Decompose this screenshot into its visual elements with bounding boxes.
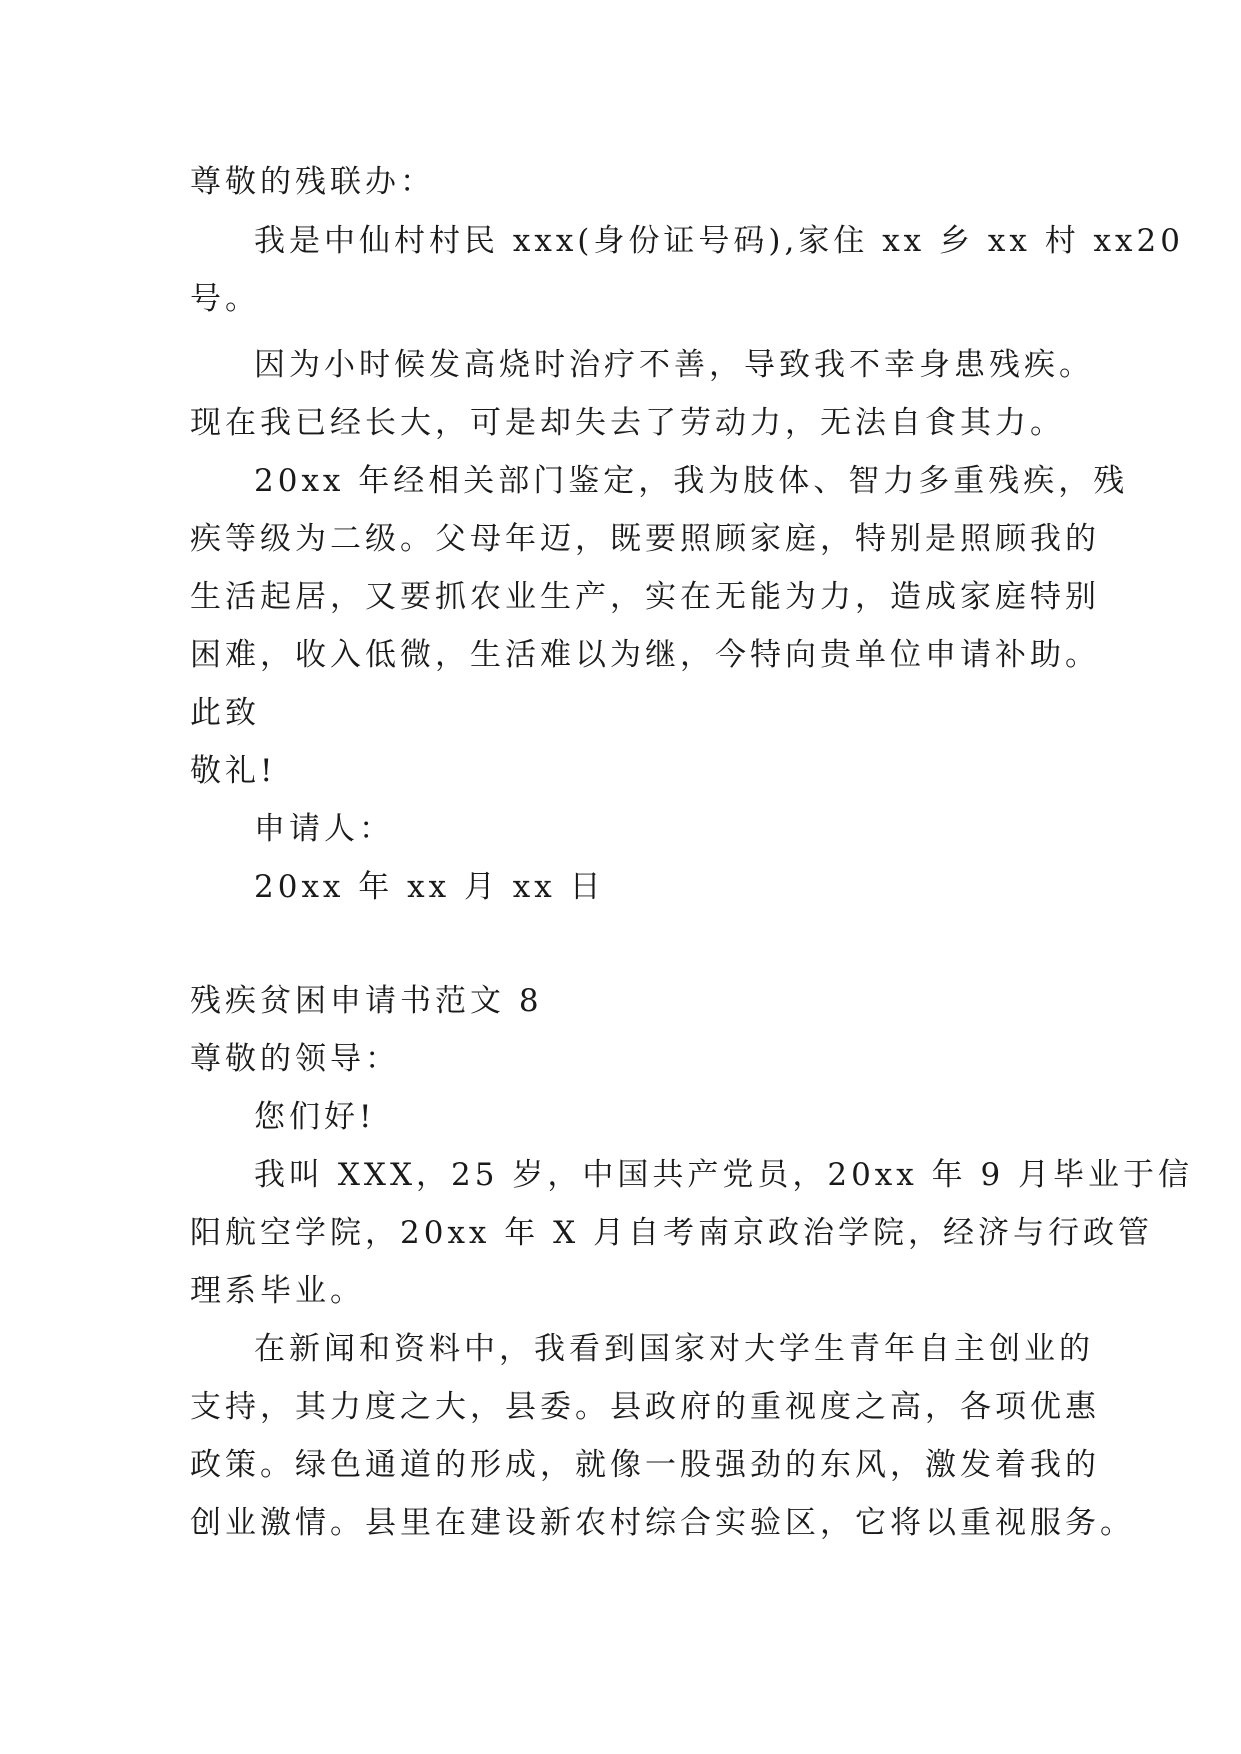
paragraph-line: 阳航空学院，20xx 年 X 月自考南京政治学院，经济与行政管 [190,1215,1154,1251]
paragraph-line: 我是中仙村村民 xxx(身份证号码),家住 xx 乡 xx 村 xx20 [254,223,1184,259]
paragraph-line: 理系毕业。 [190,1273,365,1309]
date-line: 20xx 年 xx 月 xx 日 [254,869,605,905]
section-title: 残疾贫困申请书范文 8 [190,983,543,1019]
paragraph-line: 在新闻和资料中，我看到国家对大学生青年自主创业的 [254,1331,1094,1367]
paragraph-line: 现在我已经长大，可是却失去了劳动力，无法自食其力。 [190,405,1065,441]
salutation: 尊敬的残联办： [190,164,435,200]
paragraph-line: 支持，其力度之大，县委。县政府的重视度之高，各项优惠 [190,1389,1100,1425]
closing-line: 此致 [190,695,260,731]
paragraph-line: 创业激情。县里在建设新农村综合实验区，它将以重视服务。 [190,1505,1135,1541]
paragraph-line: 困难，收入低微，生活难以为继，今特向贵单位申请补助。 [190,637,1100,673]
paragraph-line: 疾等级为二级。父母年迈，既要照顾家庭，特别是照顾我的 [190,521,1100,557]
paragraph-line: 因为小时候发高烧时治疗不善，导致我不幸身患残疾。 [254,347,1094,383]
paragraph-line: 20xx 年经相关部门鉴定，我为肢体、智力多重残疾，残 [254,463,1129,499]
signature-label: 申请人： [254,811,394,847]
closing-line: 敬礼! [190,753,277,789]
paragraph-line: 生活起居，又要抓农业生产，实在无能为力，造成家庭特别 [190,579,1100,615]
greeting-line: 您们好! [254,1099,376,1135]
paragraph-line: 政策。绿色通道的形成，就像一股强劲的东风，激发着我的 [190,1447,1100,1483]
paragraph-line: 号。 [190,281,260,317]
paragraph-line: 我叫 XXX，25 岁，中国共产党员，20xx 年 9 月毕业于信 [254,1157,1194,1193]
salutation: 尊敬的领导： [190,1041,400,1077]
